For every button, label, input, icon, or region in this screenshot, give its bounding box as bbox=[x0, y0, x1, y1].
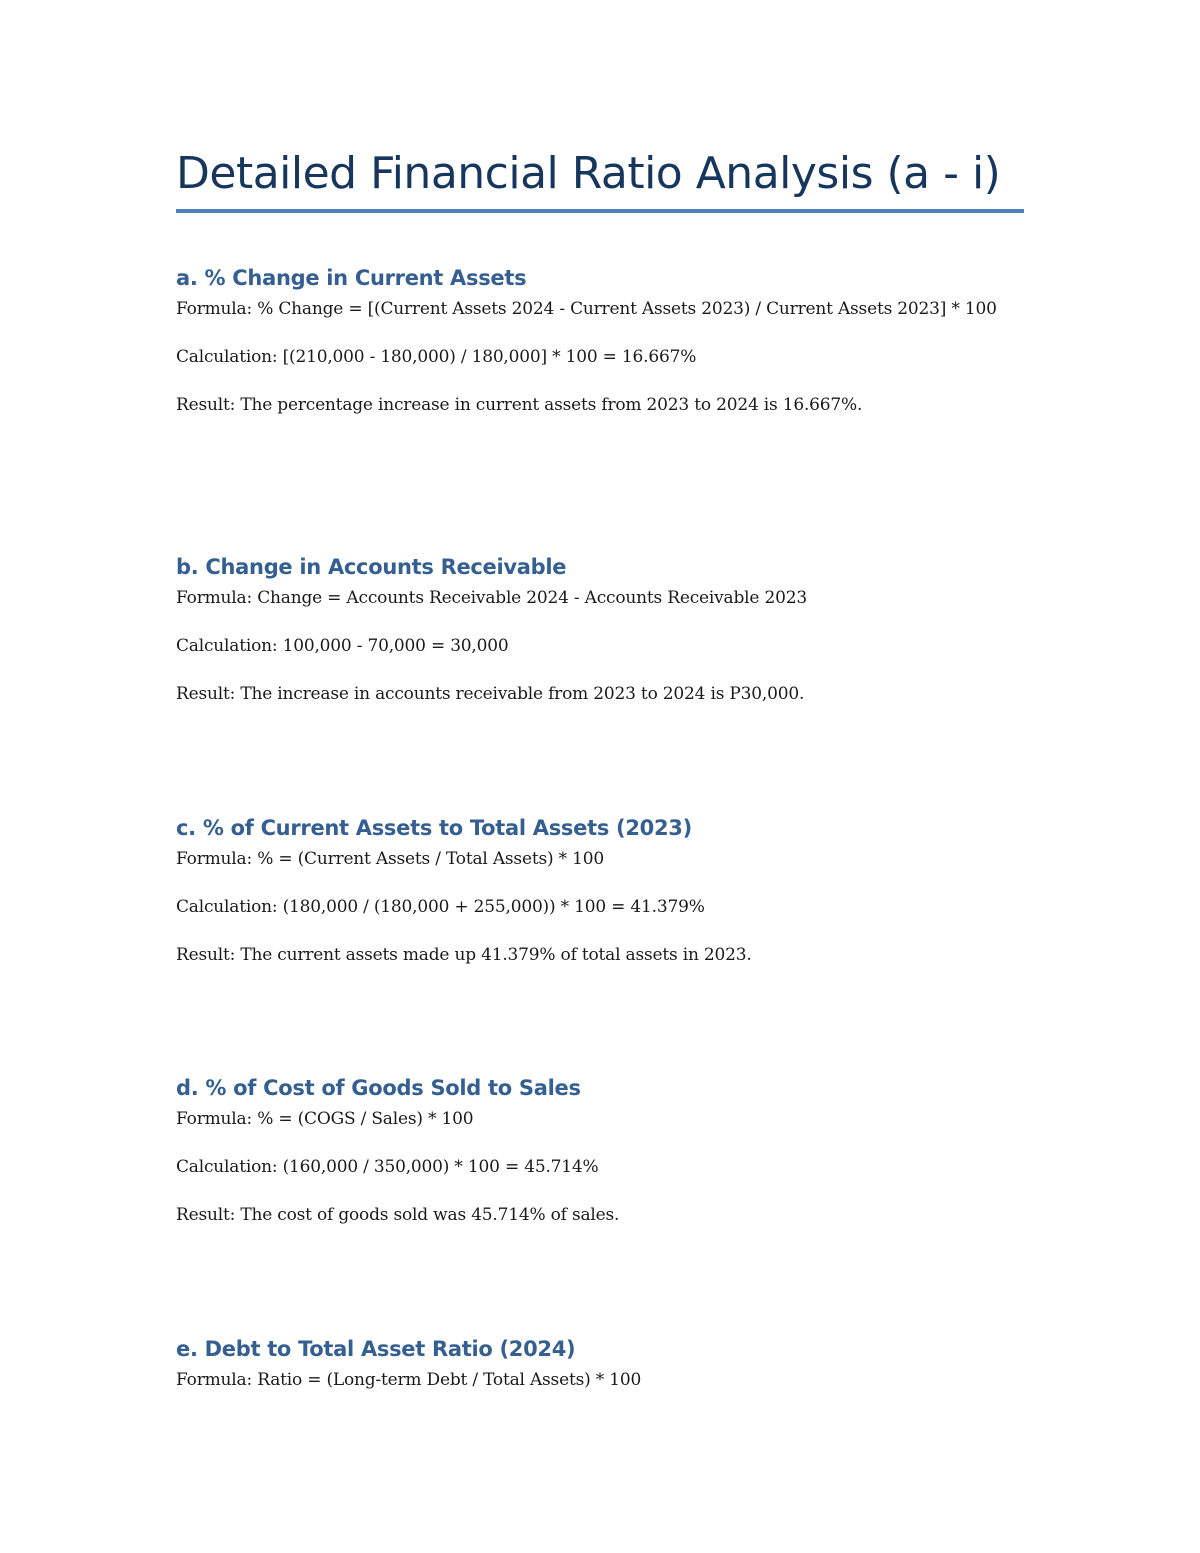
section-e-debt-to-total-asset bbox=[176, 1333, 1024, 1395]
result-text: Result: The cost of goods sold was 45.714% of sales. bbox=[176, 1205, 620, 1225]
formula-text: Formula: Ratio = (Long-term Debt / Total Assets) * 100 bbox=[176, 1370, 642, 1390]
document-title: Detailed Financial Ratio Analysis (a - i) bbox=[176, 148, 1001, 199]
section-a-current-assets-change bbox=[176, 262, 1024, 420]
formula-text: Formula: % = (Current Assets / Total Assets) * 100 bbox=[176, 849, 604, 869]
formula-text: Formula: % = (COGS / Sales) * 100 bbox=[176, 1109, 474, 1129]
calculation-text: Calculation: 100,000 - 70,000 = 30,000 bbox=[176, 636, 509, 656]
section-heading: a. % Change in Current Assets bbox=[176, 266, 527, 290]
section-b-accounts-receivable-change bbox=[176, 551, 1024, 709]
calculation-text: Calculation: [(210,000 - 180,000) / 180,000] * 100 = 16.667% bbox=[176, 347, 697, 367]
result-text: Result: The current assets made up 41.379% of total assets in 2023. bbox=[176, 945, 752, 965]
calculation-text: Calculation: (180,000 / (180,000 + 255,000)) * 100 = 41.379% bbox=[176, 897, 705, 917]
formula-text: Formula: % Change = [(Current Assets 2024 - Current Assets 2023) / Current Assets 2023] * 100 bbox=[176, 299, 997, 319]
section-heading: c. % of Current Assets to Total Assets (2023) bbox=[176, 816, 692, 840]
result-text: Result: The percentage increase in current assets from 2023 to 2024 is 16.667%. bbox=[176, 395, 863, 415]
section-heading: e. Debt to Total Asset Ratio (2024) bbox=[176, 1337, 576, 1361]
section-d-cogs-to-sales bbox=[176, 1072, 1024, 1230]
title-underline-rule bbox=[176, 209, 1024, 213]
section-heading: d. % of Cost of Goods Sold to Sales bbox=[176, 1076, 581, 1100]
section-heading: b. Change in Accounts Receivable bbox=[176, 555, 567, 579]
formula-text: Formula: Change = Accounts Receivable 2024 - Accounts Receivable 2023 bbox=[176, 588, 807, 608]
section-c-current-to-total-assets bbox=[176, 812, 1024, 970]
result-text: Result: The increase in accounts receivable from 2023 to 2024 is P30,000. bbox=[176, 684, 805, 704]
calculation-text: Calculation: (160,000 / 350,000) * 100 = 45.714% bbox=[176, 1157, 599, 1177]
